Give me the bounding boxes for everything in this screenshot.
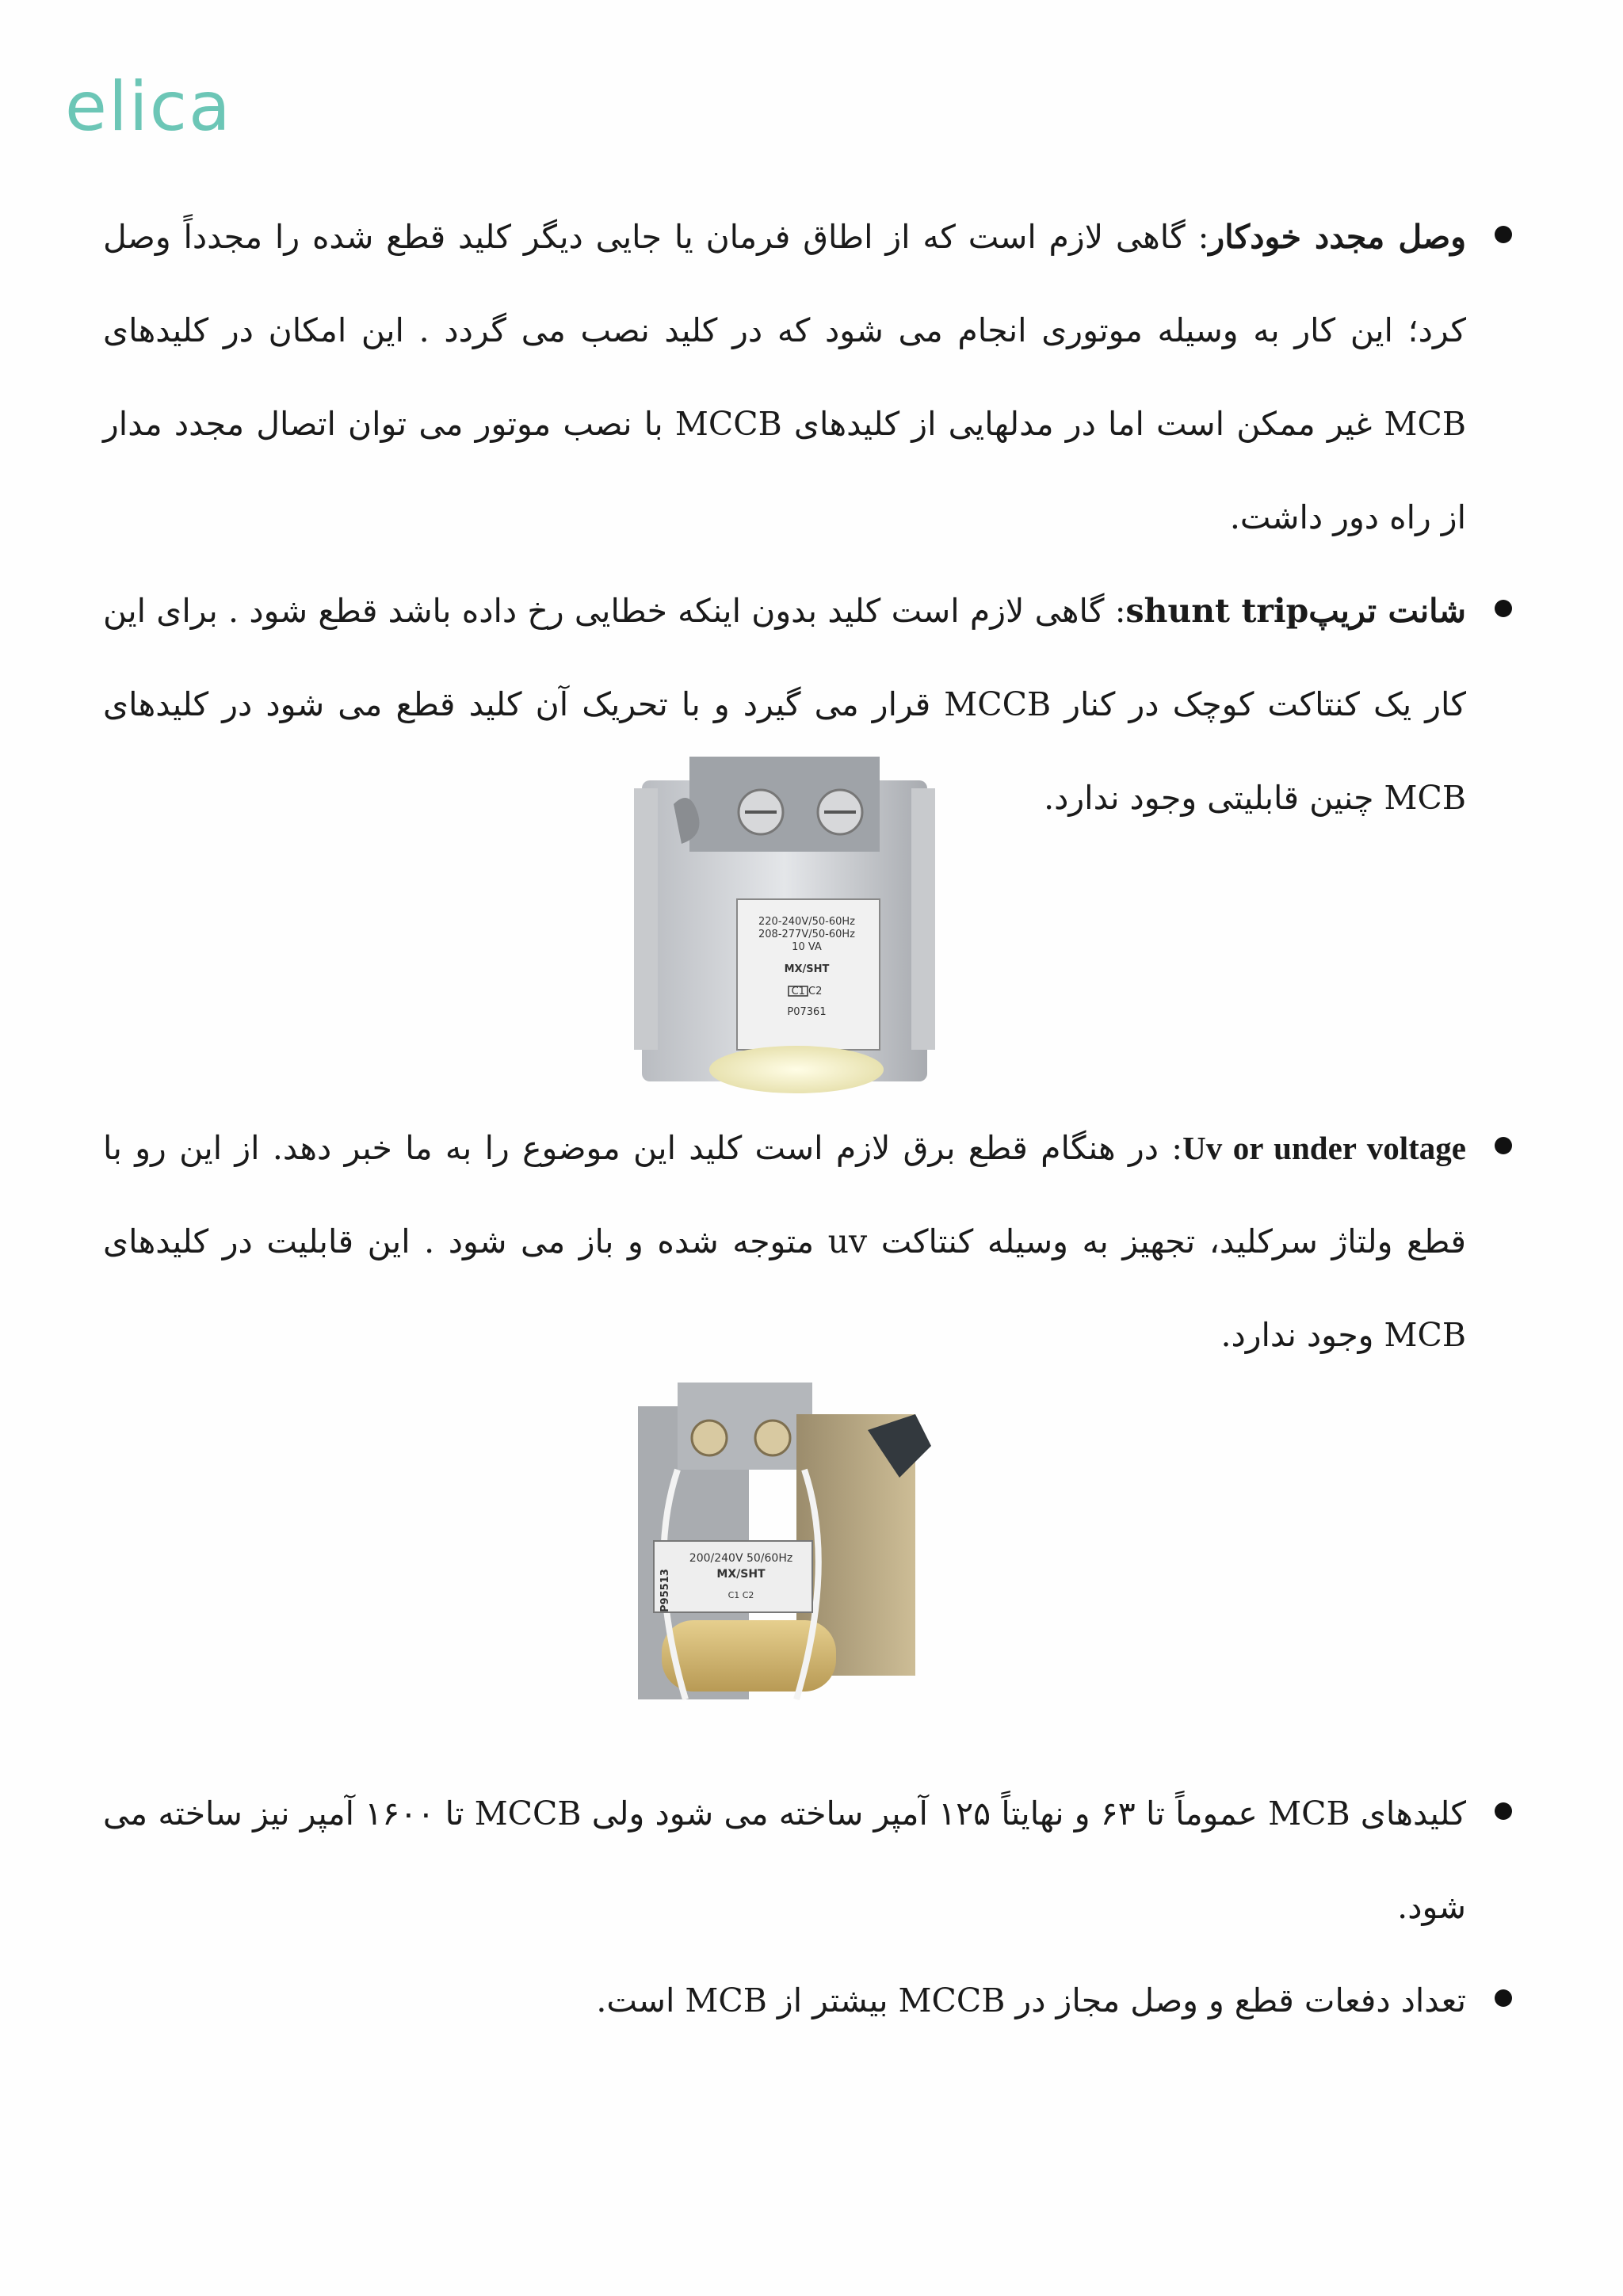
- device-label-line: 208-277V/50-60Hz: [758, 929, 855, 940]
- bullet-icon: [1495, 1802, 1512, 1820]
- device-label-line: C1 C2: [727, 1590, 754, 1600]
- document-body: [103, 190, 1466, 845]
- device-side-label: P95513: [659, 1569, 671, 1612]
- item-text: : در هنگام قطع برق لازم است کلید این موضوع را به ما خبر دهد. از این رو با قطع ولتاژ سرکلید، تجهیز به وسیله کنتاکت uv متوجه شده و باز می شود . این قابلیت در کلیدهای MCB وجود ندارد.: [103, 1129, 1466, 1354]
- device-label-line: 200/240V 50/60Hz: [689, 1552, 793, 1565]
- company-logo: elica: [65, 67, 232, 147]
- document-body-uv: [103, 1101, 1466, 1382]
- shunt-trip-image: [626, 757, 943, 1108]
- list-item: [103, 1954, 1466, 2047]
- item-text: تعداد دفعات قطع و وصل مجاز در MCCB بیشتر از MCB است.: [596, 1981, 1466, 2019]
- list-item: [103, 190, 1466, 564]
- bullet-icon: [1495, 1989, 1512, 2007]
- undervoltage-release-image: [630, 1383, 939, 1718]
- item-text: کلیدهای MCB عموماً تا ۶۳ و نهایتاً ۱۲۵ آمپر ساخته می شود ولی MCCB تا ۱۶۰۰ آمپر نیز ساخته می شود.: [103, 1794, 1466, 1926]
- device-label-line: MX/SHT: [784, 963, 830, 975]
- item-text: : گاهی لازم است کلید بدون اینکه خطایی رخ داده باشد قطع شود . برای این کار یک کنتاکت کوچک در کنار MCCB قرار می گیرد و با تحریک آن کلید قطع می شود در کلیدهای MCB چنین قابلیتی وجود ندارد.: [103, 592, 1466, 817]
- device-label-line: P07361: [787, 1006, 827, 1018]
- document-body-footer: [103, 1767, 1466, 2047]
- item-title: شانت تریپshunt trip: [1125, 592, 1466, 630]
- device-label-line: 220-240V/50-60Hz: [758, 916, 855, 928]
- device-label-line: 10 VA: [792, 941, 822, 953]
- device-label-line: C1 C2: [791, 986, 823, 997]
- shunt-trip-illustration: [626, 757, 943, 1105]
- undervoltage-release-illustration: [630, 1383, 939, 1715]
- item-title: Uv or under voltage: [1182, 1130, 1466, 1166]
- item-title: وصل مجدد خودکار: [1209, 218, 1466, 256]
- bullet-icon: [1495, 1137, 1512, 1154]
- item-text: : گاهی لازم است که از اطاق فرمان یا جایی دیگر کلید قطع شده را مجدداً وصل کرد؛ این کار به وسیله موتوری انجام می شود که در کلید نصب می گردد . این امکان در کلیدهای MCB غیر ممکن است اما در مدلهایی از کلیدهای MCCB با نصب موتور می توان اتصال مجدد مدار از راه دور داشت.: [103, 218, 1467, 536]
- bullet-icon: [1495, 600, 1512, 617]
- bullet-icon: [1495, 226, 1512, 243]
- list-item: [103, 1101, 1466, 1382]
- list-item: [103, 1767, 1466, 1954]
- device-label-line: MX/SHT: [716, 1568, 766, 1581]
